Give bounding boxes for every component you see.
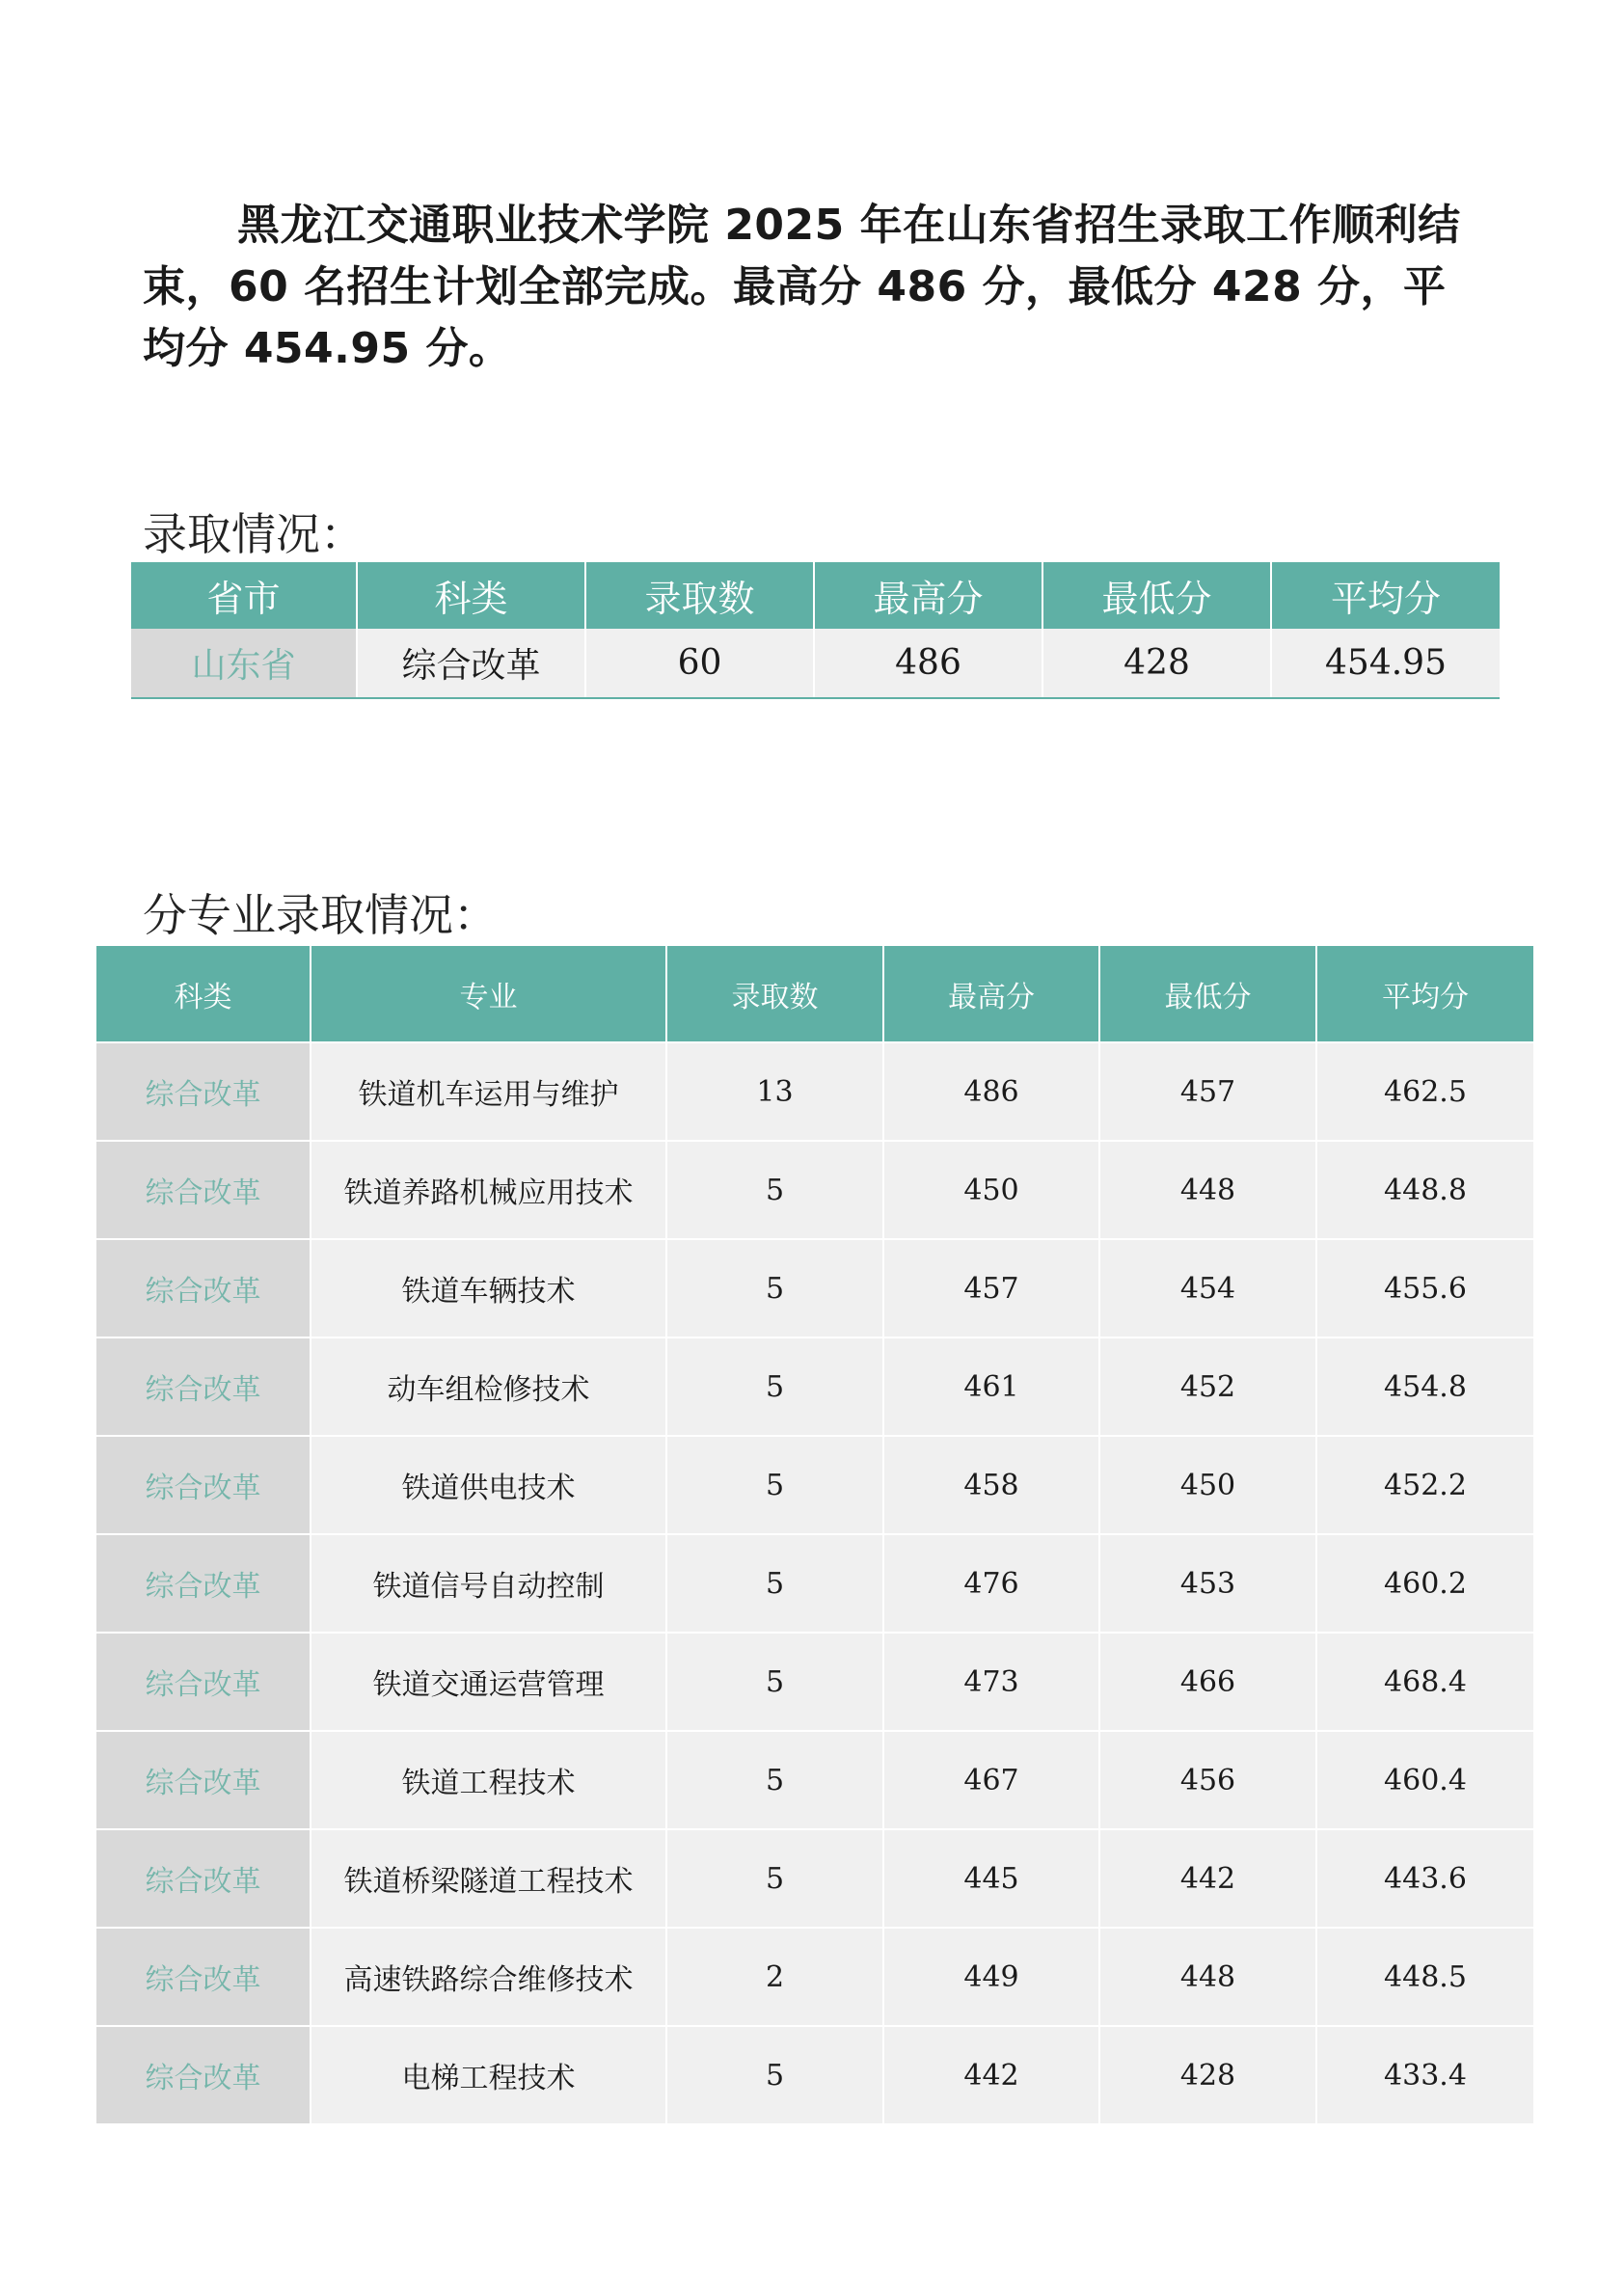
cell-avg-score: 452.2 <box>1316 1436 1533 1534</box>
cell-max-score: 450 <box>883 1141 1099 1239</box>
table-row <box>96 2026 1533 2123</box>
cell-min-score: 456 <box>1099 1731 1316 1829</box>
cell-admitted: 2 <box>666 1928 883 2026</box>
cell-max-score: 467 <box>883 1731 1099 1829</box>
cell-major: 铁道交通运营管理 <box>311 1633 666 1731</box>
cell-max-score: 445 <box>883 1829 1099 1928</box>
cell-admitted: 5 <box>666 1731 883 1829</box>
header-min-score: 最低分 <box>1099 946 1316 1042</box>
cell-major: 铁道养路机械应用技术 <box>311 1141 666 1239</box>
cell-admitted: 5 <box>666 1436 883 1534</box>
cell-avg-score: 460.4 <box>1316 1731 1533 1829</box>
cell-province: 山东省 <box>131 629 357 698</box>
header-avg-score: 平均分 <box>1271 562 1500 629</box>
major-table-title: 分专业录取情况： <box>143 889 498 941</box>
table-row <box>96 1829 1533 1928</box>
cell-admitted: 5 <box>666 1141 883 1239</box>
cell-min-score: 466 <box>1099 1633 1316 1731</box>
cell-category: 综合改革 <box>96 1141 311 1239</box>
major-table <box>96 946 1533 2123</box>
cell-avg-score: 443.6 <box>1316 1829 1533 1928</box>
cell-min-score: 452 <box>1099 1337 1316 1436</box>
cell-admitted: 5 <box>666 1633 883 1731</box>
cell-major: 铁道信号自动控制 <box>311 1534 666 1633</box>
header-max-score: 最高分 <box>883 946 1099 1042</box>
cell-avg-score: 454.95 <box>1271 629 1500 698</box>
cell-admitted: 5 <box>666 1829 883 1928</box>
cell-major: 铁道机车运用与维护 <box>311 1042 666 1141</box>
cell-category: 综合改革 <box>96 1633 311 1731</box>
cell-avg-score: 433.4 <box>1316 2026 1533 2123</box>
summary-table-title: 录取情况： <box>143 508 365 560</box>
cell-min-score: 448 <box>1099 1928 1316 2026</box>
summary-header-row <box>131 562 1500 629</box>
cell-category: 综合改革 <box>96 1534 311 1633</box>
major-table-body <box>96 1042 1533 2123</box>
cell-admitted: 5 <box>666 1534 883 1633</box>
cell-category: 综合改革 <box>96 1731 311 1829</box>
table-row <box>96 1731 1533 1829</box>
cell-avg-score: 448.8 <box>1316 1141 1533 1239</box>
cell-category: 综合改革 <box>96 1928 311 2026</box>
cell-major: 电梯工程技术 <box>311 2026 666 2123</box>
cell-max-score: 486 <box>883 1042 1099 1141</box>
cell-max-score: 476 <box>883 1534 1099 1633</box>
cell-major: 动车组检修技术 <box>311 1337 666 1436</box>
header-category: 科类 <box>96 946 311 1042</box>
cell-avg-score: 454.8 <box>1316 1337 1533 1436</box>
table-row <box>96 1042 1533 1141</box>
cell-category: 综合改革 <box>96 2026 311 2123</box>
cell-category: 综合改革 <box>96 1042 311 1141</box>
cell-min-score: 450 <box>1099 1436 1316 1534</box>
cell-major: 铁道供电技术 <box>311 1436 666 1534</box>
cell-admitted: 13 <box>666 1042 883 1141</box>
table-row <box>96 1436 1533 1534</box>
cell-min-score: 457 <box>1099 1042 1316 1141</box>
table-row <box>96 1141 1533 1239</box>
cell-major: 铁道桥梁隧道工程技术 <box>311 1829 666 1928</box>
cell-major: 铁道工程技术 <box>311 1731 666 1829</box>
cell-min-score: 448 <box>1099 1141 1316 1239</box>
table-row <box>96 1337 1533 1436</box>
intro-paragraph: 黑龙江交通职业技术学院 2025 年在山东省招生录取工作顺利结束，60 名招生计划全部完成。最高分 486 分，最低分 428 分，平均分 454.95 分。 <box>143 201 1461 373</box>
header-major: 专业 <box>311 946 666 1042</box>
cell-min-score: 428 <box>1099 2026 1316 2123</box>
cell-category: 综合改革 <box>357 629 585 698</box>
table-row <box>96 1239 1533 1337</box>
header-min-score: 最低分 <box>1042 562 1271 629</box>
header-admitted: 录取数 <box>666 946 883 1042</box>
header-province: 省市 <box>131 562 357 629</box>
cell-min-score: 453 <box>1099 1534 1316 1633</box>
header-admitted: 录取数 <box>585 562 814 629</box>
cell-max-score: 458 <box>883 1436 1099 1534</box>
cell-category: 综合改革 <box>96 1436 311 1534</box>
cell-min-score: 428 <box>1042 629 1271 698</box>
cell-max-score: 473 <box>883 1633 1099 1731</box>
cell-admitted: 60 <box>585 629 814 698</box>
cell-max-score: 457 <box>883 1239 1099 1337</box>
cell-admitted: 5 <box>666 2026 883 2123</box>
cell-category: 综合改革 <box>96 1239 311 1337</box>
cell-min-score: 442 <box>1099 1829 1316 1928</box>
cell-avg-score: 468.4 <box>1316 1633 1533 1731</box>
table-row <box>96 1928 1533 2026</box>
cell-avg-score: 448.5 <box>1316 1928 1533 2026</box>
header-max-score: 最高分 <box>814 562 1042 629</box>
cell-max-score: 461 <box>883 1337 1099 1436</box>
header-category: 科类 <box>357 562 585 629</box>
cell-avg-score: 460.2 <box>1316 1534 1533 1633</box>
cell-avg-score: 462.5 <box>1316 1042 1533 1141</box>
table-row <box>96 1534 1533 1633</box>
cell-admitted: 5 <box>666 1239 883 1337</box>
cell-category: 综合改革 <box>96 1337 311 1436</box>
cell-admitted: 5 <box>666 1337 883 1436</box>
summary-row <box>131 629 1500 698</box>
cell-major: 铁道车辆技术 <box>311 1239 666 1337</box>
cell-max-score: 449 <box>883 1928 1099 2026</box>
cell-major: 高速铁路综合维修技术 <box>311 1928 666 2026</box>
major-header-row <box>96 946 1533 1042</box>
cell-max-score: 486 <box>814 629 1042 698</box>
header-avg-score: 平均分 <box>1316 946 1533 1042</box>
cell-avg-score: 455.6 <box>1316 1239 1533 1337</box>
cell-max-score: 442 <box>883 2026 1099 2123</box>
cell-category: 综合改革 <box>96 1829 311 1928</box>
cell-min-score: 454 <box>1099 1239 1316 1337</box>
summary-table <box>131 562 1500 699</box>
table-row <box>96 1633 1533 1731</box>
